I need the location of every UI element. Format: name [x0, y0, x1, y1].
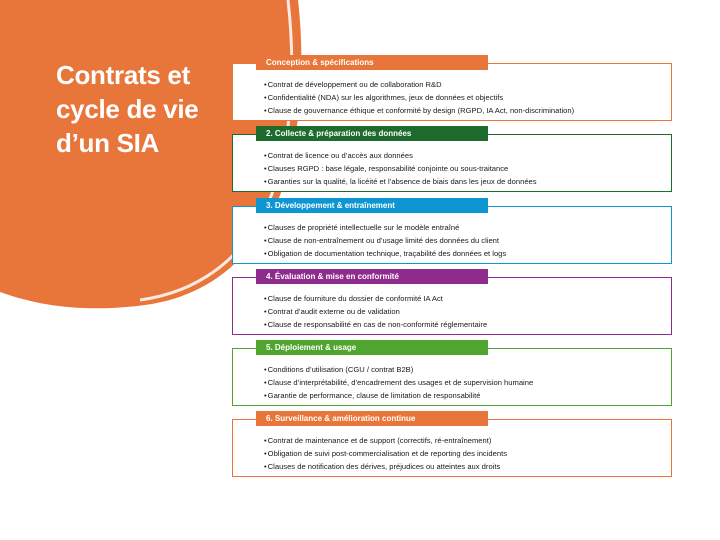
stage-item: • Garantie de performance, clause de limitation de responsabilité	[264, 389, 533, 402]
stage-item-list	[264, 221, 506, 260]
stage-item: • Contrat de maintenance et de support (correctifs, ré-entraînement)	[264, 434, 507, 447]
stage-item: • Clause de responsabilité en cas de non-conformité réglementaire	[264, 318, 487, 331]
stage-item-list	[264, 434, 507, 473]
stage-header: 3. Développement & entraînement	[256, 198, 488, 213]
stage-item-list	[264, 149, 537, 188]
stage-item: • Clause d’interprétabilité, d’encadrement des usages et de supervision humaine	[264, 376, 533, 389]
stage-item: • Obligation de documentation technique, traçabilité des données et logs	[264, 247, 506, 260]
stage-card-surveillance	[232, 414, 672, 477]
stage-item: • Confidentialité (NDA) sur les algorithmes, jeux de données et objectifs	[264, 91, 574, 104]
stage-header: 6. Surveillance & amélioration continue	[256, 411, 488, 426]
stage-card-deploiement	[232, 343, 672, 406]
stage-header: 2. Collecte & préparation des données	[256, 126, 488, 141]
stage-header: Conception & spécifications	[256, 55, 488, 70]
title-line-2: cycle de vie	[56, 94, 199, 124]
stage-item: • Clause de non-entraînement ou d’usage limité des données du client	[264, 234, 506, 247]
page-title	[56, 58, 236, 160]
stage-item: • Clause de gouvernance éthique et conformité by design (RGPD, IA Act, non-discrimination)	[264, 104, 574, 117]
stage-header: 5. Déploiement & usage	[256, 340, 488, 355]
stage-item: • Clause de fourniture du dossier de conformité IA Act	[264, 292, 487, 305]
stage-item-list	[264, 292, 487, 331]
stage-item: • Contrat de licence ou d’accès aux données	[264, 149, 537, 162]
stage-item-list	[264, 78, 574, 117]
stage-card-collecte	[232, 129, 672, 192]
stage-item: • Clauses de notification des dérives, préjudices ou atteintes aux droits	[264, 460, 507, 473]
stage-item: • Contrat d’audit externe ou de validation	[264, 305, 487, 318]
title-line-3: d’un SIA	[56, 128, 160, 158]
stage-item: • Contrat de développement ou de collaboration R&D	[264, 78, 574, 91]
title-line-1: Contrats et	[56, 60, 190, 90]
stage-card-conception	[232, 58, 672, 121]
stage-header: 4. Évaluation & mise en conformité	[256, 269, 488, 284]
stage-card-evaluation	[232, 272, 672, 335]
stage-card-developpement	[232, 201, 672, 264]
stage-item: • Clauses RGPD : base légale, responsabilité conjointe ou sous-traitance	[264, 162, 537, 175]
stage-item-list	[264, 363, 533, 402]
stage-item: • Obligation de suivi post-commercialisation et de reporting des incidents	[264, 447, 507, 460]
stage-item: • Clauses de propriété intellectuelle sur le modèle entraîné	[264, 221, 506, 234]
stage-item: • Garanties sur la qualité, la licéité et l’absence de biais dans les jeux de données	[264, 175, 537, 188]
stage-item: • Conditions d’utilisation (CGU / contrat B2B)	[264, 363, 533, 376]
